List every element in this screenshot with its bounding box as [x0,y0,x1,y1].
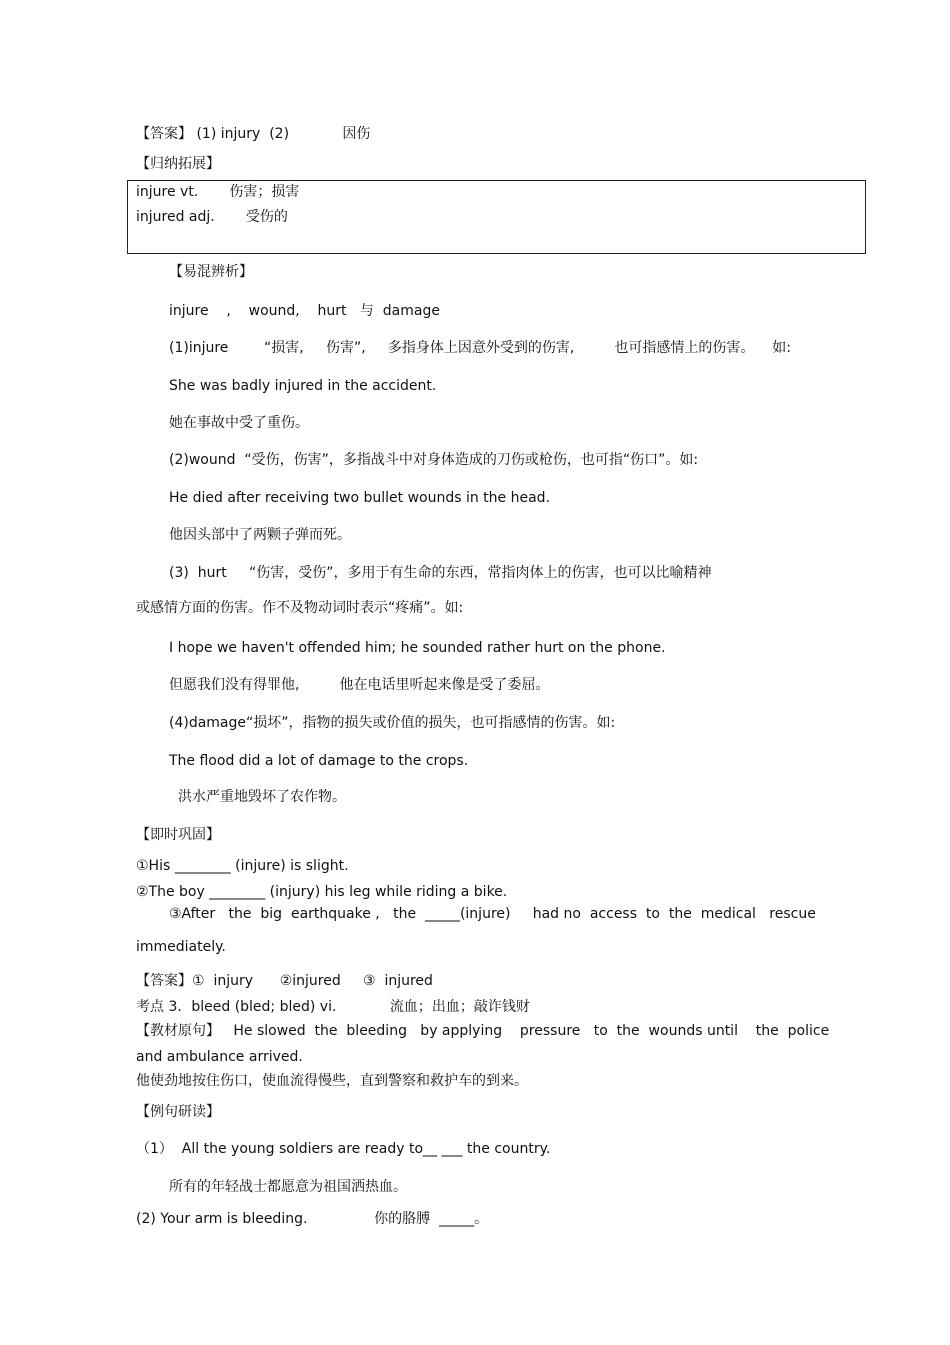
injure-translation: 她在事故中受了重伤。 [169,415,309,431]
confusion-heading: 【易混辨析】 [169,264,253,280]
hurt-translation: 但愿我们没有得罪他, 他在电话里听起来像是受了委屈。 [169,677,550,693]
textbook-sentence-translation: 他使劲地按住伤口，使血流得慢些，直到警察和救护车的到来。 [136,1073,528,1089]
textbook-sentence-line-2: and ambulance arrived. [136,1049,303,1065]
example-heading: 【例句研读】 [136,1104,220,1120]
induction-heading: 【归纳拓展】 [136,156,220,172]
practice-question-3-line-2: immediately. [136,939,226,955]
practice-question-3-line-1: ③After the big earthquake , the _____(injure) had no access to the medical rescue [169,906,816,922]
practice-question-1: ①His ________ (injure) is slight. [136,858,349,874]
wound-example: He died after receiving two bullet wounds in the head. [169,490,551,506]
damage-definition: (4)damage“损坏”，指物的损失或价值的损失，也可指感情的伤害。如: [169,715,616,731]
word-list: injure , wound, hurt 与 damage [169,303,440,319]
textbook-sentence-line-1: 【教材原句】 He slowed the bleeding by applying pressure to the wounds until the police [136,1023,830,1039]
wound-translation: 他因头部中了两颗子弹而死。 [169,527,351,543]
example-1: （1） All the young soldiers are ready to__ ___ the country. [136,1141,551,1157]
hurt-example: I hope we haven't offended him; he sounded rather hurt on the phone. [169,640,666,656]
key-point-3: 考点 3．bleed (bled; bled) vi. 流血；出血；敲诈钱财 [136,999,530,1015]
injure-example: She was badly injured in the accident. [169,378,437,394]
injure-definition: (1)injure “损害, 伤害”, 多指身体上因意外受到的伤害, 也可指感情上的伤害。 如: [169,340,791,356]
practice-question-2: ②The boy ________ (injury) his leg while riding a bike. [136,884,508,900]
example-1-translation: 所有的年轻战士都愿意为祖国洒热血。 [169,1179,407,1195]
answer-line-1: 【答案】 (1) injury (2) 因伤 [136,126,371,142]
example-2: (2) Your arm is bleeding. 你的胳膊 _____。 [136,1211,489,1227]
practice-heading: 【即时巩固】 [136,827,220,843]
damage-example: The flood did a lot of damage to the crops. [169,753,469,769]
damage-translation: 洪水严重地毁坏了农作物。 [178,789,346,805]
induction-box-line-1: injure vt. 伤害；损害 [136,184,300,200]
wound-definition: (2)wound “受伤，伤害”，多指战斗中对身体造成的刀伤或枪伤，也可指“伤口”。如: [169,452,699,468]
hurt-definition-line-1: (3) hurt “伤害，受伤”，多用于有生命的东西，常指肉体上的伤害，也可以比喻精神 [169,565,712,581]
induction-box-line-2: injured adj. 受伤的 [136,209,288,225]
answer-line-2: 【答案】① injury ②injured ③ injured [136,973,433,989]
hurt-definition-line-2: 或感情方面的伤害。作不及物动词时表示“疼痛”。如: [136,600,464,616]
